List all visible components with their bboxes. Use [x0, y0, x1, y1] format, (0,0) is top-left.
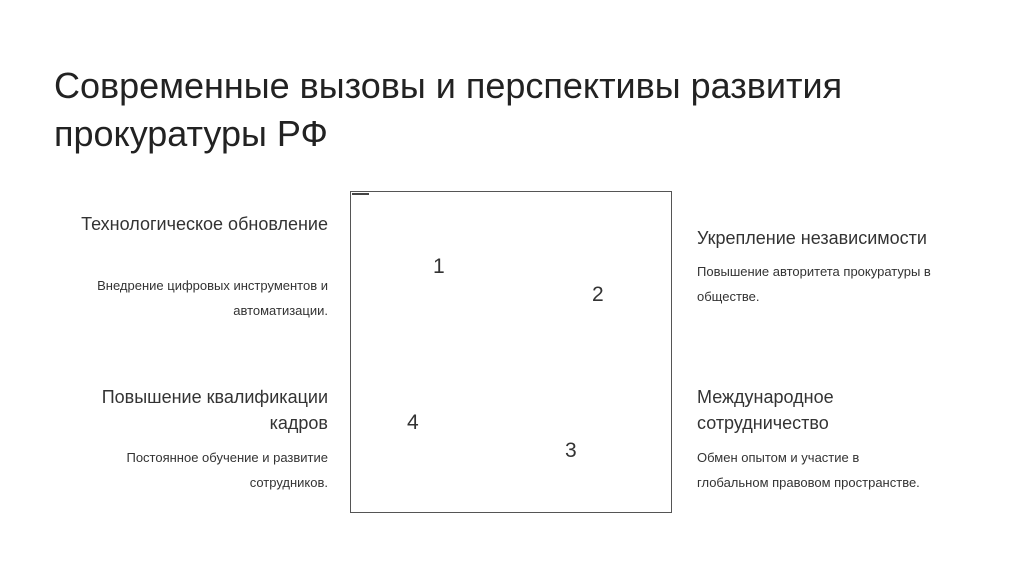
international-title-line-1: Международное: [697, 387, 834, 407]
number-4: 4: [407, 411, 419, 434]
qualification-desc-line-1: Постоянное обучение и развитие: [126, 450, 328, 465]
international-block-title: [697, 384, 997, 436]
international-desc-line-2: глобальном правовом пространстве.: [697, 475, 920, 490]
international-block-desc: [697, 445, 997, 495]
independence-block-title: Укрепление независимости: [697, 228, 927, 248]
independence-block-desc: [697, 259, 997, 309]
tech-desc-line-1: Внедрение цифровых инструментов и: [97, 278, 328, 293]
diagram-frame: [350, 191, 672, 513]
international-desc-line-1: Обмен опытом и участие в: [697, 450, 860, 465]
title-line-1: Современные вызовы и перспективы развития: [54, 65, 843, 106]
number-2: 2: [592, 283, 604, 306]
independence-desc-line-2: обществе.: [697, 289, 760, 304]
tech-desc-line-2: автоматизации.: [233, 303, 328, 318]
qualification-block-desc: [40, 445, 328, 495]
tech-block-title: Технологическое обновление: [81, 214, 328, 234]
qualification-title-line-1: Повышение квалификации: [101, 387, 328, 407]
qualification-desc-line-2: сотрудников.: [249, 475, 328, 490]
qualification-block-title: [40, 384, 328, 436]
international-title-line-2: сотрудничество: [697, 413, 829, 433]
page-title: [54, 62, 954, 158]
frame-corner-mark: [352, 193, 369, 195]
qualification-title-line-2: кадров: [269, 413, 328, 433]
number-3: 3: [565, 439, 577, 462]
independence-desc-line-1: Повышение авторитета прокуратуры в: [697, 264, 931, 279]
tech-block-desc: [40, 273, 328, 323]
number-1: 1: [433, 255, 445, 278]
title-line-2: прокуратуры РФ: [54, 113, 328, 154]
